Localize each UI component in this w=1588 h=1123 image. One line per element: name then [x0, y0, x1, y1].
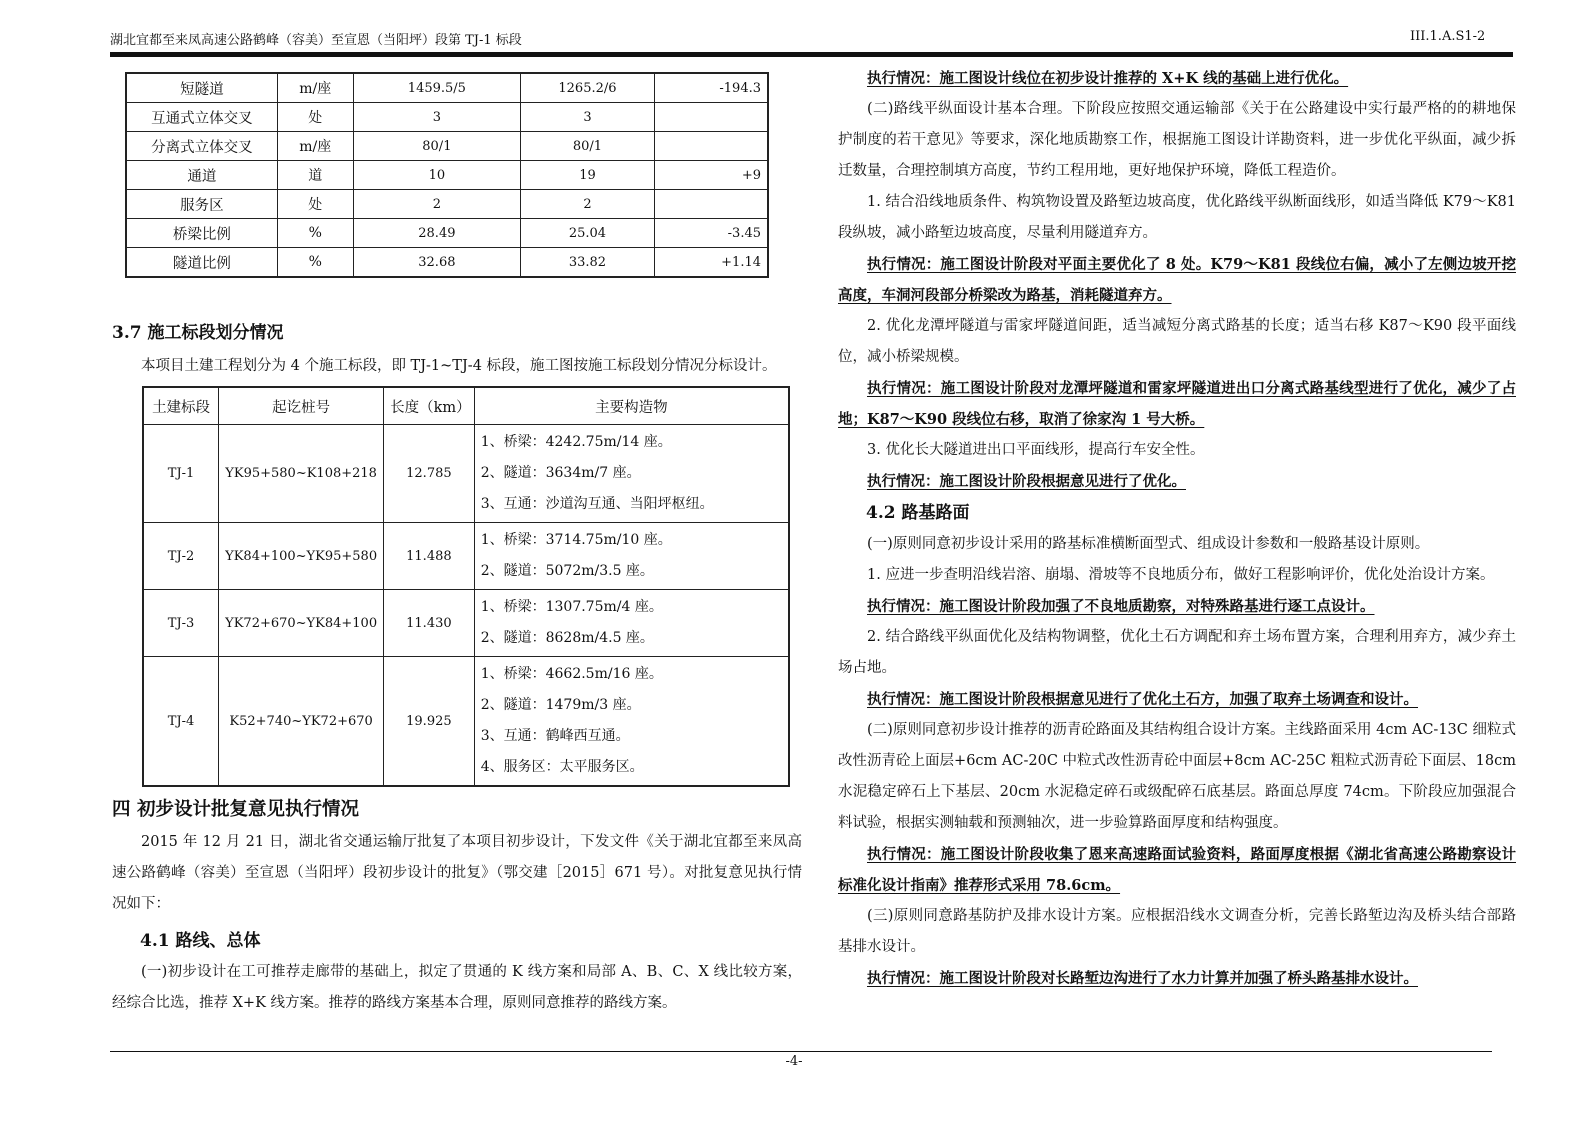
lot-table: [142, 386, 790, 787]
table-cell: 桥梁比例: [126, 219, 277, 248]
lot-lot-cell: TJ-4: [143, 657, 219, 787]
table-cell: 2: [521, 190, 655, 219]
lot-table-header: 长度（km）: [384, 387, 475, 425]
execution-note: 执行情况：施工图设计线位在初步设计推荐的 X+K 线的基础上进行优化。: [867, 70, 1349, 87]
table-cell: 隧道比例: [126, 248, 277, 278]
table-cell: 互通式立体交叉: [126, 103, 277, 132]
table-cell: 服务区: [126, 190, 277, 219]
lot-length-cell: 11.488: [384, 523, 475, 590]
header-title: 湖北宜都至来凤高速公路鹤峰（容美）至宣恩（当阳坪）段第 TJ-1 标段: [110, 33, 522, 48]
section-4-2-heading: 4.2 路基路面: [866, 503, 970, 523]
table-cell: 28.49: [353, 219, 521, 248]
works-item: 1、桥梁：4662.5m/16 座。: [480, 666, 663, 682]
table-cell: 19: [521, 161, 655, 190]
header-code: III.1.A.S1-2: [1410, 29, 1486, 44]
table-row: [126, 103, 768, 132]
table-cell: m/座: [277, 73, 353, 103]
table-row: [126, 248, 768, 278]
table-cell: 32.68: [353, 248, 521, 278]
table-cell: m/座: [277, 132, 353, 161]
section-4-heading: 四 初步设计批复意见执行情况: [112, 799, 359, 820]
table-row: [143, 590, 789, 657]
lot-range-cell: YK95+580~K108+218: [219, 425, 384, 523]
lot-range-cell: YK84+100~YK95+580: [219, 523, 384, 590]
section-4-2-item-2: 2. 结合路线平纵面优化及结构物调整，优化土石方调配和弃土场布置方案，合理利用弃方，减少弃土场占地。: [838, 629, 1516, 676]
execution-note: 执行情况：施工图设计阶段对平面主要优化了 8 处。K79～K81 段线位右偏，减小了左侧边坡开挖高度，车洞河段部分桥梁改为路基，消耗隧道弃方。: [838, 256, 1516, 304]
section-3-7-paragraph: 本项目土建工程划分为 4 个施工标段，即 TJ-1~TJ-4 标段，施工图按施工标段划分情况分标设计。: [141, 358, 777, 374]
table-cell: [654, 190, 768, 219]
lot-length-cell: 19.925: [384, 657, 475, 787]
lot-table-header: 土建标段: [143, 387, 219, 425]
table-cell: 处: [277, 103, 353, 132]
works-item: 2、隧道：1479m/3 座。: [480, 697, 641, 713]
execution-note: 执行情况：施工图设计阶段收集了恩来高速路面试验资料，路面厚度根据《湖北省高速公路勘察设计标准化设计指南》推荐形式采用 78.6cm。: [838, 846, 1516, 894]
lot-works-cell: [474, 657, 789, 787]
table-cell: 分离式立体交叉: [126, 132, 277, 161]
table-cell: +9: [654, 161, 768, 190]
lot-table-header: 主要构造物: [474, 387, 789, 425]
lot-table-header: 起讫桩号: [219, 387, 384, 425]
table-cell: [654, 132, 768, 161]
section-4-2-paragraph-2: (二)原则同意初步设计推荐的沥青砼路面及其结构组合设计方案。主线路面采用 4cm AC-13C 细粒式改性沥青砼上面层+6cm AC-20C 中粒式改性沥青砼中面层+8cm AC-25C 粗粒式沥青砼下面层、18cm 水泥稳定碎石上下基层、20cm 水泥稳定碎石或级配碎石底基层。路面总厚度 74cm。下阶段应加强混合料试验，根据实测轴载和预测轴次，进一步验算路面厚度和结构强度。: [838, 722, 1516, 831]
right-column: [838, 72, 1516, 994]
summary-table: [125, 72, 769, 278]
execution-note: 执行情况：施工图设计阶段对长路堑边沟进行了水力计算并加强了桥头路基排水设计。: [867, 970, 1418, 987]
table-cell: +1.14: [654, 248, 768, 278]
table-row: [126, 161, 768, 190]
table-cell: 80/1: [353, 132, 521, 161]
execution-note: 执行情况：施工图设计阶段加强了不良地质勘察，对特殊路基进行逐工点设计。: [867, 598, 1375, 615]
table-cell: 80/1: [521, 132, 655, 161]
works-item: 4、服务区：太平服务区。: [480, 759, 644, 775]
section-4-2-paragraph-1: (一)原则同意初步设计采用的路基标准横断面型式、组成设计参数和一般路基设计原则。: [867, 536, 1430, 552]
footer-rule: [110, 1051, 1492, 1052]
table-row: [126, 190, 768, 219]
lot-length-cell: 12.785: [384, 425, 475, 523]
left-column: [112, 72, 802, 1019]
works-item: 3、互通：沙道沟互通、当阳坪枢纽。: [480, 496, 714, 512]
table-cell: 33.82: [521, 248, 655, 278]
lot-lot-cell: TJ-2: [143, 523, 219, 590]
lot-works-cell: [474, 523, 789, 590]
table-cell: 3: [521, 103, 655, 132]
table-cell: 2: [353, 190, 521, 219]
execution-note: 执行情况：施工图设计阶段根据意见进行了优化。: [867, 473, 1186, 490]
table-cell: 通道: [126, 161, 277, 190]
works-item: 3、互通：鹤峰西互通。: [480, 728, 630, 744]
lot-length-cell: 11.430: [384, 590, 475, 657]
header-rule: [110, 52, 1513, 57]
table-cell: %: [277, 219, 353, 248]
page-number: -4-: [785, 1054, 803, 1069]
works-item: 1、桥梁：4242.75m/14 座。: [480, 434, 672, 450]
table-cell: 道: [277, 161, 353, 190]
table-cell: 1265.2/6: [521, 73, 655, 103]
section-4-1-item-3: 3. 优化长大隧道进出口平面线形，提高行车安全性。: [867, 442, 1205, 458]
table-row: [143, 657, 789, 787]
works-item: 1、桥梁：3714.75m/10 座。: [480, 532, 672, 548]
table-cell: 10: [353, 161, 521, 190]
section-4-1-item-1: 1. 结合沿线地质条件、构筑物设置及路堑边坡高度，优化路线平纵断面线形，如适当降低 K79～K81 段纵坡，减小路堑边坡高度，尽量利用隧道弃方。: [838, 194, 1516, 241]
table-cell: %: [277, 248, 353, 278]
lot-works-cell: [474, 425, 789, 523]
table-row: [126, 132, 768, 161]
table-row: [126, 219, 768, 248]
table-cell: 短隧道: [126, 73, 277, 103]
works-item: 1、桥梁：1307.75m/4 座。: [480, 599, 663, 615]
table-cell: [654, 103, 768, 132]
works-item: 2、隧道：8628m/4.5 座。: [480, 630, 654, 646]
section-4-2-paragraph-3: (三)原则同意路基防护及排水设计方案。应根据沿线水文调查分析，完善长路堑边沟及桥头结合部路基排水设计。: [838, 908, 1516, 955]
table-cell: 处: [277, 190, 353, 219]
table-cell: -194.3: [654, 73, 768, 103]
execution-note: 执行情况：施工图设计阶段对龙潭坪隧道和雷家坪隧道进出口分离式路基线型进行了优化，减少了占地；K87～K90 段线位右移，取消了徐家沟 1 号大桥。: [838, 380, 1516, 428]
table-cell: 1459.5/5: [353, 73, 521, 103]
table-cell: 3: [353, 103, 521, 132]
table-row: [143, 523, 789, 590]
section-4-1-heading: 4.1 路线、总体: [140, 931, 261, 951]
table-row: [143, 425, 789, 523]
lot-lot-cell: TJ-1: [143, 425, 219, 523]
section-4-paragraph: 2015 年 12 月 21 日，湖北省交通运输厅批复了本项目初步设计，下发文件《关于湖北宜都至来凤高速公路鹤峰（容美）至宣恩（当阳坪）段初步设计的批复》（鄂交建［2015］671 号）。对批复意见执行情况如下：: [112, 834, 802, 912]
section-3-7-heading: 3.7 施工标段划分情况: [112, 323, 284, 343]
works-item: 2、隧道：3634m/7 座。: [480, 465, 641, 481]
table-row: [126, 73, 768, 103]
lot-range-cell: K52+740~YK72+670: [219, 657, 384, 787]
section-4-1-paragraph-1: (一)初步设计在工可推荐走廊带的基础上，拟定了贯通的 K 线方案和局部 A、B、C、X 线比较方案，经综合比选，推荐 X+K 线方案。推荐的路线方案基本合理，原则同意推荐的路线方案。: [112, 964, 802, 1011]
lot-range-cell: YK72+670~YK84+100: [219, 590, 384, 657]
table-cell: 25.04: [521, 219, 655, 248]
lot-lot-cell: TJ-3: [143, 590, 219, 657]
table-cell: -3.45: [654, 219, 768, 248]
works-item: 2、隧道：5072m/3.5 座。: [480, 563, 654, 579]
section-4-2-item-1: 1. 应进一步查明沿线岩溶、崩塌、滑坡等不良地质分布，做好工程影响评价，优化处治设计方案。: [867, 567, 1495, 583]
section-4-1-item-2: 2. 优化龙潭坪隧道与雷家坪隧道间距，适当减短分离式路基的长度；适当右移 K87～K90 段平面线位，减小桥梁规模。: [838, 318, 1516, 365]
lot-works-cell: [474, 590, 789, 657]
execution-note: 执行情况：施工图设计阶段根据意见进行了优化土石方，加强了取弃土场调查和设计。: [867, 691, 1418, 708]
section-4-1-paragraph-2: (二)路线平纵面设计基本合理。下阶段应按照交通运输部《关于在公路建设中实行最严格的的耕地保护制度的若干意见》等要求，深化地质勘察工作，根据施工图设计详勘资料，进一步优化平纵面，减少拆迁数量，合理控制填方高度，节约工程用地，更好地保护环境，降低工程造价。: [838, 101, 1516, 179]
